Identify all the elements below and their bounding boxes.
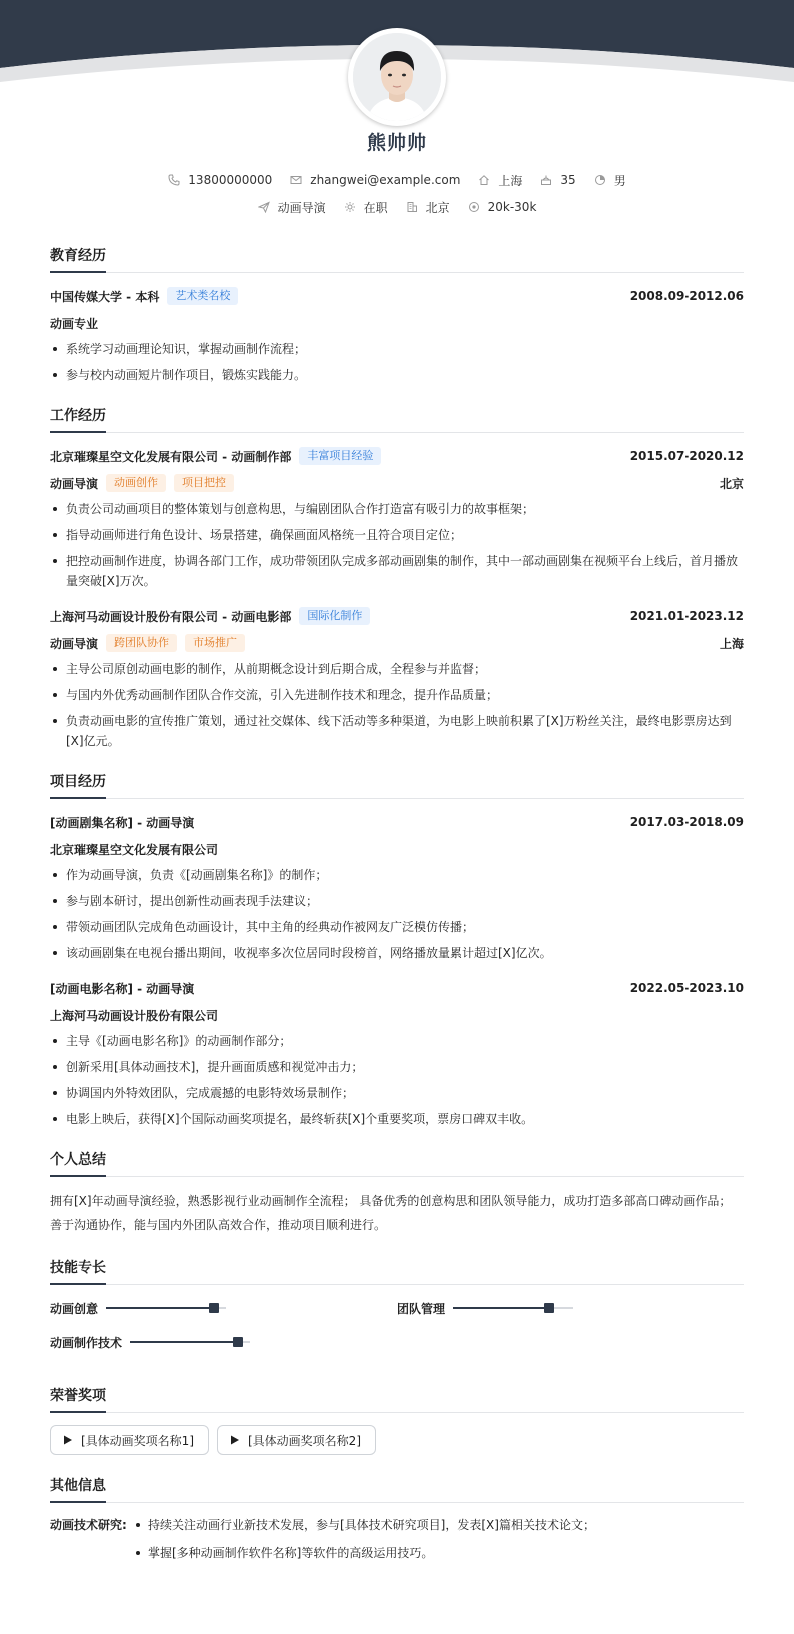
list-item: 创新采用[具体动画技术]，提升画面质感和视觉冲击力； <box>50 1057 744 1077</box>
skill-knob <box>209 1303 219 1313</box>
company-tag: 国际化制作 <box>299 607 370 625</box>
list-item: 把控动画制作进度，协调各部门工作，成功带领团队完成多部动画剧集的制作，其中一部动画剧集在视频平台上线后，首月播放量突破[X]万次。 <box>50 551 744 591</box>
location-text: 上海 <box>498 173 523 188</box>
summary-line: 拥有[X]年动画导演经验，熟悉影视行业动画制作全流程； 具备优秀的创意构思和团队领导能力，成功打造多部高口碑动画作品； <box>50 1194 732 1208</box>
work-bullets <box>50 499 744 591</box>
phone-icon <box>168 174 180 186</box>
skill-item <box>50 1297 397 1319</box>
company-tag: 丰富项目经验 <box>299 447 381 465</box>
other-label: 动画技术研究: <box>50 1518 127 1532</box>
skill-level-bar <box>106 1303 226 1313</box>
work-entry <box>50 605 744 751</box>
project-date: 2017.03-2018.09 <box>629 815 744 829</box>
education-title: 教育经历 <box>50 245 744 273</box>
salary-info <box>468 198 537 216</box>
list-item: 主导《[动画电影名称]》的动画制作部分； <box>50 1031 744 1051</box>
list-item: 该动画剧集在电视台播出期间，收视率多次位居同时段榜首，网络播放量累计超过[X]亿次。 <box>50 943 744 963</box>
project-entry <box>50 811 744 963</box>
skill-name: 团队管理 <box>397 1301 446 1316</box>
awards-title: 荣誉奖项 <box>50 1385 744 1413</box>
salary-text: 20k-30k <box>487 200 537 214</box>
summary-line: 善于沟通协作，能与国内外团队高效合作，推动项目顺利进行。 <box>50 1218 387 1232</box>
target-city-text: 北京 <box>425 200 450 215</box>
projects-title: 项目经历 <box>50 771 744 799</box>
list-item: 指导动画师进行角色设计、场景搭建，确保画面风格统一且符合项目定位； <box>50 525 744 545</box>
school-name: 中国传媒大学 - 本科 <box>50 289 160 304</box>
work-date: 2015.07-2020.12 <box>629 449 744 463</box>
project-bullets <box>50 1031 744 1129</box>
list-item: 参与校内动画短片制作项目，锻炼实践能力。 <box>50 365 744 385</box>
list-item: 作为动画导演，负责《[动画剧集名称]》的制作； <box>50 865 744 885</box>
role-tag: 项目把控 <box>174 474 234 492</box>
skills-section <box>50 1257 744 1365</box>
skill-name: 动画制作技术 <box>50 1335 123 1350</box>
skill-name: 动画创意 <box>50 1301 99 1316</box>
work-entry <box>50 445 744 591</box>
skill-knob <box>544 1303 554 1313</box>
list-item: 协调国内外特效团队，完成震撼的电影特效场景制作； <box>50 1083 744 1103</box>
project-company: 上海河马动画设计股份有限公司 <box>50 1008 219 1023</box>
phone-text: 13800000000 <box>188 173 273 187</box>
project-company: 北京璀璨星空文化发展有限公司 <box>50 842 219 857</box>
position-info <box>258 198 326 216</box>
skill-level-bar <box>453 1303 573 1313</box>
education-bullets <box>50 339 744 385</box>
major-name: 动画专业 <box>50 316 99 331</box>
candidate-name: 熊帅帅 <box>366 132 427 154</box>
age-text: 35 <box>560 173 576 187</box>
work-title: 工作经历 <box>50 405 744 433</box>
company-name: 北京璀璨星空文化发展有限公司 - 动画制作部 <box>50 449 292 464</box>
award-item <box>50 1425 209 1455</box>
status-info <box>344 198 388 216</box>
skills-title: 技能专长 <box>50 1257 744 1285</box>
project-date: 2022.05-2023.10 <box>629 981 744 995</box>
coin-icon <box>468 201 480 213</box>
location-info <box>478 171 522 189</box>
project-name: [动画剧集名称] - 动画导演 <box>50 815 195 830</box>
list-item: 系统学习动画理论知识，掌握动画制作流程； <box>50 339 744 359</box>
job-info-row <box>0 198 794 216</box>
role-tag: 跨团队协作 <box>106 634 177 652</box>
contact-info-row <box>0 171 794 189</box>
send-icon <box>258 201 270 213</box>
cake-icon <box>540 174 552 186</box>
other-section <box>50 1475 744 1571</box>
summary-title: 个人总结 <box>50 1149 744 1177</box>
school-tag: 艺术类名校 <box>167 287 238 305</box>
education-section <box>50 245 744 385</box>
other-bullets <box>128 1515 595 1571</box>
list-item: 带领动画团队完成角色动画设计，其中主角的经典动作被网友广泛模仿传播； <box>50 917 744 937</box>
project-name: [动画电影名称] - 动画导演 <box>50 981 195 996</box>
phone-info <box>168 171 272 189</box>
list-item: 掌握[多种动画制作软件名称]等软件的高级运用技巧。 <box>128 1543 595 1563</box>
gender-info <box>594 171 626 189</box>
summary-section <box>50 1149 744 1237</box>
building-icon <box>406 201 418 213</box>
list-item: 参与剧本研讨，提出创新性动画表现手法建议； <box>50 891 744 911</box>
email-info <box>290 171 460 189</box>
skill-item <box>50 1331 397 1353</box>
work-section <box>50 405 744 751</box>
education-date: 2008.09-2012.06 <box>629 289 744 303</box>
home-icon <box>478 174 490 186</box>
education-entry <box>50 285 744 385</box>
resume-content <box>50 245 744 1591</box>
skill-item <box>397 1297 744 1319</box>
role-tag: 市场推广 <box>185 634 245 652</box>
work-role: 动画导演 <box>50 476 99 491</box>
other-title: 其他信息 <box>50 1475 744 1503</box>
target-city-info <box>406 198 450 216</box>
role-tag: 动画创作 <box>106 474 166 492</box>
list-item: 主导公司原创动画电影的制作，从前期概念设计到后期合成，全程参与并监督； <box>50 659 744 679</box>
award-item <box>217 1425 376 1455</box>
awards-section <box>50 1385 744 1455</box>
project-entry <box>50 977 744 1129</box>
position-text: 动画导演 <box>277 200 326 215</box>
projects-section <box>50 771 744 1129</box>
project-bullets <box>50 865 744 963</box>
play-icon <box>63 1435 73 1445</box>
avatar-photo <box>353 33 441 121</box>
award-name: [具体动画奖项名称2] <box>248 1433 361 1448</box>
company-name: 上海河马动画设计股份有限公司 - 动画电影部 <box>50 609 292 624</box>
work-bullets <box>50 659 744 751</box>
avatar <box>348 28 446 126</box>
skill-knob <box>233 1337 243 1347</box>
list-item: 负责动画电影的宣传推广策划，通过社交媒体、线下活动等多种渠道，为电影上映前积累了[X]万粉丝关注，最终电影票房达到[X]亿元。 <box>50 711 744 751</box>
skill-level-bar <box>130 1337 250 1347</box>
gender-icon <box>594 174 606 186</box>
age-info <box>540 171 575 189</box>
work-city: 上海 <box>719 636 744 651</box>
work-city: 北京 <box>719 476 744 491</box>
list-item: 负责公司动画项目的整体策划与创意构思，与编剧团队合作打造富有吸引力的故事框架； <box>50 499 744 519</box>
gender-text: 男 <box>613 173 626 188</box>
work-role: 动画导演 <box>50 636 99 651</box>
play-icon <box>230 1435 240 1445</box>
list-item: 电影上映后，获得[X]个国际动画奖项提名，最终斩获[X]个重要奖项，票房口碑双丰收。 <box>50 1109 744 1129</box>
email-text: zhangwei@example.com <box>310 173 461 187</box>
mail-icon <box>290 174 302 186</box>
work-date: 2021.01-2023.12 <box>629 609 744 623</box>
award-name: [具体动画奖项名称1] <box>81 1433 194 1448</box>
list-item: 与国内外优秀动画制作团队合作交流，引入先进制作技术和理念，提升作品质量； <box>50 685 744 705</box>
list-item: 持续关注动画行业新技术发展，参与[具体技术研究项目]，发表[X]篇相关技术论文； <box>128 1515 595 1535</box>
status-text: 在职 <box>363 200 388 215</box>
gear-icon <box>344 201 356 213</box>
